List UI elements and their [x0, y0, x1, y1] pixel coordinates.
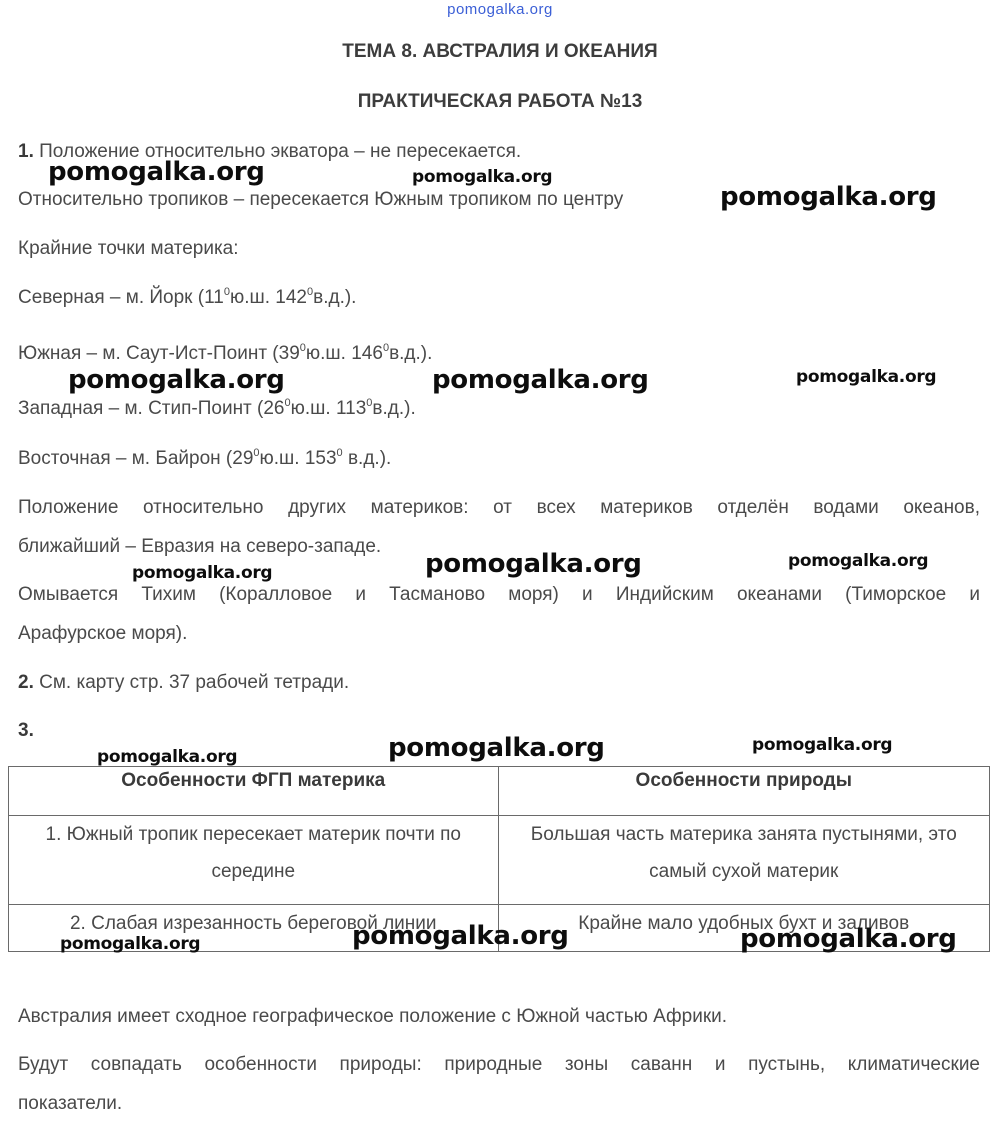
table-header: Особенности ФГП материка — [9, 767, 499, 816]
watermark: pomogalka.org — [68, 365, 285, 395]
conclusion-nature-line-2: показатели. — [18, 1093, 123, 1114]
other-continents-line-2: ближайший – Евразия на северо-западе. — [18, 536, 382, 557]
section-2-text: См. карту стр. 37 рабочей тетради. — [39, 672, 350, 693]
table-header-row — [9, 767, 990, 816]
point-north: Северная – м. Йорк ($11^0ю.ш$. $142^0в.д$.). — [18, 286, 357, 308]
point-west: Западная – м. Стип-Поинт ($26^0ю.ш$. $113^0в.д$.). — [18, 397, 416, 419]
watermark: pomogalka.org — [720, 182, 937, 212]
work-title: ПРАКТИЧЕСКАЯ РАБОТА №13 — [357, 91, 643, 112]
watermark: pomogalka.org — [48, 157, 265, 187]
section-2 — [18, 672, 349, 694]
equator-text: Положение относительно экватора – не пересекается. — [39, 141, 522, 162]
section-3 — [18, 720, 34, 742]
top-watermark: pomogalka.org — [447, 1, 553, 18]
section-number: 3. — [18, 720, 34, 741]
extreme-points-label: Крайние точки материка: — [18, 238, 239, 259]
watermark: pomogalka.org — [412, 167, 553, 187]
topic-title: ТЕМА 8. АВСТРАЛИЯ И ОКЕАНИЯ — [342, 41, 658, 62]
watermark: pomogalka.org — [425, 549, 642, 579]
watermark: pomogalka.org — [796, 367, 937, 387]
table-cell: Крайне мало удобных бухт и заливов — [498, 905, 990, 952]
oceans-line-1: Омывается Тихим (Коралловое и Тасманово моря) и Индийским океанами (Тиморское и — [18, 584, 980, 605]
watermark: pomogalka.org — [740, 924, 957, 954]
watermark: pomogalka.org — [132, 563, 273, 583]
point-east: Восточная – м. Байрон ($29^0ю.ш$. $153^0$ в.д.). — [18, 447, 392, 469]
point-south: Южная – м. Саут-Ист-Поинт ($39^0ю.ш$. $146^0в.д$.). — [18, 342, 433, 364]
table-header: Особенности природы — [498, 767, 990, 816]
section-number: 1. — [18, 141, 34, 162]
other-continents-line-1: Положение относительно других материков: от всех материков отделён водами океанов, — [18, 497, 980, 518]
watermark: pomogalka.org — [388, 733, 605, 763]
oceans-line-2: Арафурское моря). — [18, 623, 188, 644]
table-cell: 2. Слабая изрезанность береговой линии — [9, 905, 499, 952]
conclusion-nature-line-1: Будут совпадать особенности природы: природные зоны саванн и пустынь, климатические — [18, 1054, 980, 1075]
watermark: pomogalka.org — [97, 747, 238, 767]
section-number: 2. — [18, 672, 34, 693]
table-cell: 1. Южный тропик пересекает материк почти по середине — [9, 816, 499, 905]
conclusion-similar-position: Австралия имеет сходное географическое положение с Южной частью Африки. — [18, 1006, 728, 1027]
tropics-line: Относительно тропиков – пересекается Южным тропиком по центру — [18, 189, 624, 210]
watermark: pomogalka.org — [752, 735, 893, 755]
watermark: pomogalka.org — [60, 934, 201, 954]
watermark: pomogalka.org — [432, 365, 649, 395]
watermark: pomogalka.org — [352, 921, 569, 951]
table-cell: Большая часть материка занята пустынями, это самый сухой материк — [498, 816, 990, 905]
watermark: pomogalka.org — [788, 551, 929, 571]
table-row — [9, 816, 990, 905]
